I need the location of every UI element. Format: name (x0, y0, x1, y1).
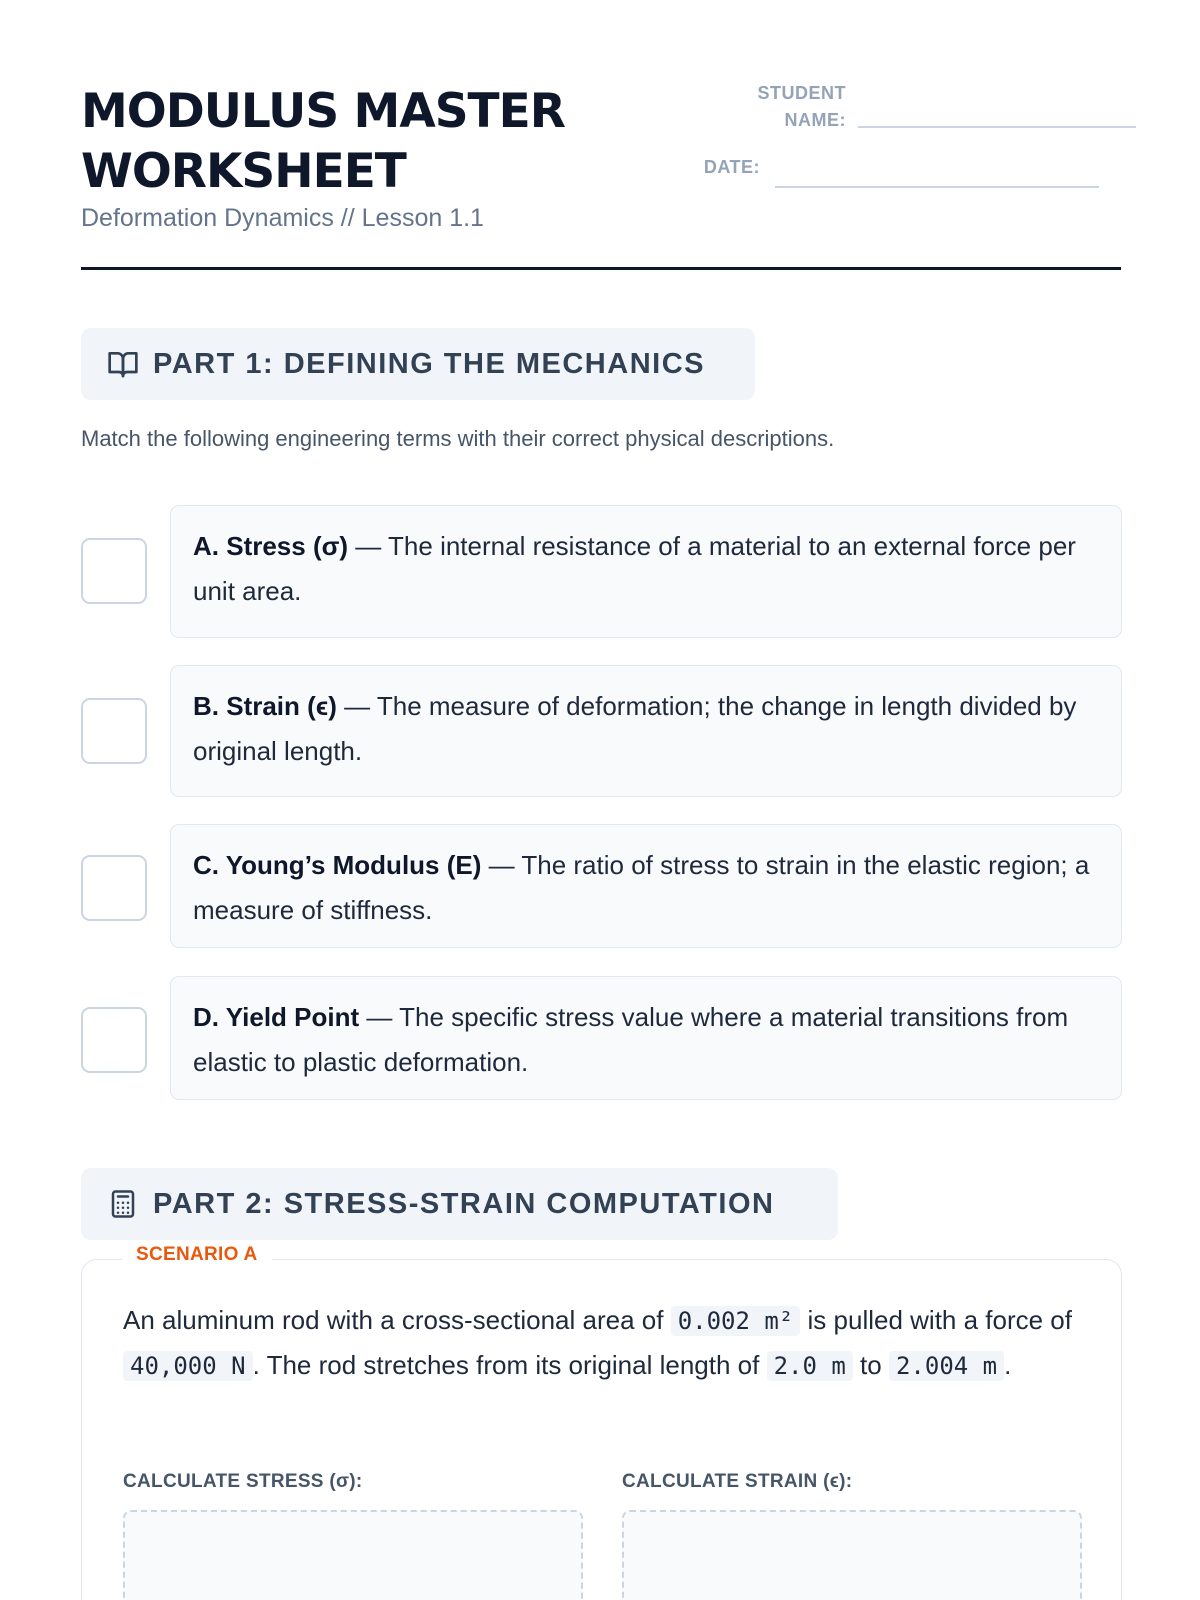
match-answer-box-b[interactable] (81, 698, 147, 764)
match-description: — The specific stress value where a material transitions from elastic to plastic deformation. (193, 1002, 1069, 1077)
date-field[interactable] (775, 186, 1099, 188)
part1-instructions: Match the following engineering terms with their correct physical descriptions. (81, 426, 835, 451)
match-item-a (170, 505, 1122, 638)
stress-answer-area[interactable] (123, 1510, 583, 1600)
student-label-line2: NAME: (784, 110, 846, 130)
match-description: — The measure of deformation; the change in length divided by original length. (193, 691, 1077, 766)
final-length-value: 2.004 m (889, 1351, 1004, 1381)
stress-calc-label: CALCULATE STRESS (σ): (123, 1471, 363, 1492)
match-term: A. Stress (σ) (193, 531, 349, 561)
problem-text: . (1004, 1350, 1012, 1380)
page-subtitle: Deformation Dynamics // Lesson 1.1 (81, 204, 484, 232)
problem-text: An aluminum rod with a cross-sectional area of (123, 1305, 671, 1335)
area-value: 0.002 m² (671, 1306, 801, 1336)
match-description: — The ratio of stress to strain in the elastic region; a measure of stiffness. (193, 850, 1090, 925)
date-label: DATE: (703, 157, 760, 177)
match-item-c (170, 824, 1122, 948)
force-value: 40,000 N (123, 1351, 253, 1381)
part2-heading-text: PART 2: STRESS-STRAIN COMPUTATION (153, 1187, 775, 1220)
match-item-d (170, 976, 1122, 1100)
match-term: D. Yield Point (193, 1002, 360, 1032)
problem-text: to (852, 1350, 889, 1380)
part1-heading (81, 328, 755, 400)
match-answer-box-c[interactable] (81, 855, 147, 921)
scenario-problem (123, 1298, 1083, 1388)
student-name-label (700, 80, 846, 134)
header-divider (81, 267, 1121, 270)
problem-text: . The rod stretches from its original length of (252, 1350, 767, 1380)
student-name-field[interactable] (858, 126, 1136, 128)
match-answer-box-a[interactable] (81, 538, 147, 604)
strain-answer-area[interactable] (622, 1510, 1082, 1600)
match-description: — The internal resistance of a material to an external force per unit area. (193, 531, 1076, 606)
strain-calc-label: CALCULATE STRAIN (ϵ): (622, 1471, 853, 1492)
original-length-value: 2.0 m (767, 1351, 853, 1381)
part1-heading-text: PART 1: DEFINING THE MECHANICS (153, 347, 705, 380)
book-open-icon (107, 348, 139, 380)
match-answer-box-d[interactable] (81, 1007, 147, 1073)
problem-text: is pulled with a force of (800, 1305, 1072, 1335)
student-label-line1: STUDENT (757, 83, 846, 103)
calculator-icon (107, 1188, 139, 1220)
match-item-b (170, 665, 1122, 797)
match-term: B. Strain (ϵ) (193, 691, 337, 721)
scenario-tag: SCENARIO A (122, 1244, 272, 1266)
scenario-card (81, 1244, 1122, 1600)
part2-heading (81, 1168, 838, 1240)
page-title: MODULUS MASTER WORKSHEET (81, 84, 565, 199)
worksheet-header (81, 82, 1121, 272)
match-term: C. Young’s Modulus (E) (193, 850, 482, 880)
